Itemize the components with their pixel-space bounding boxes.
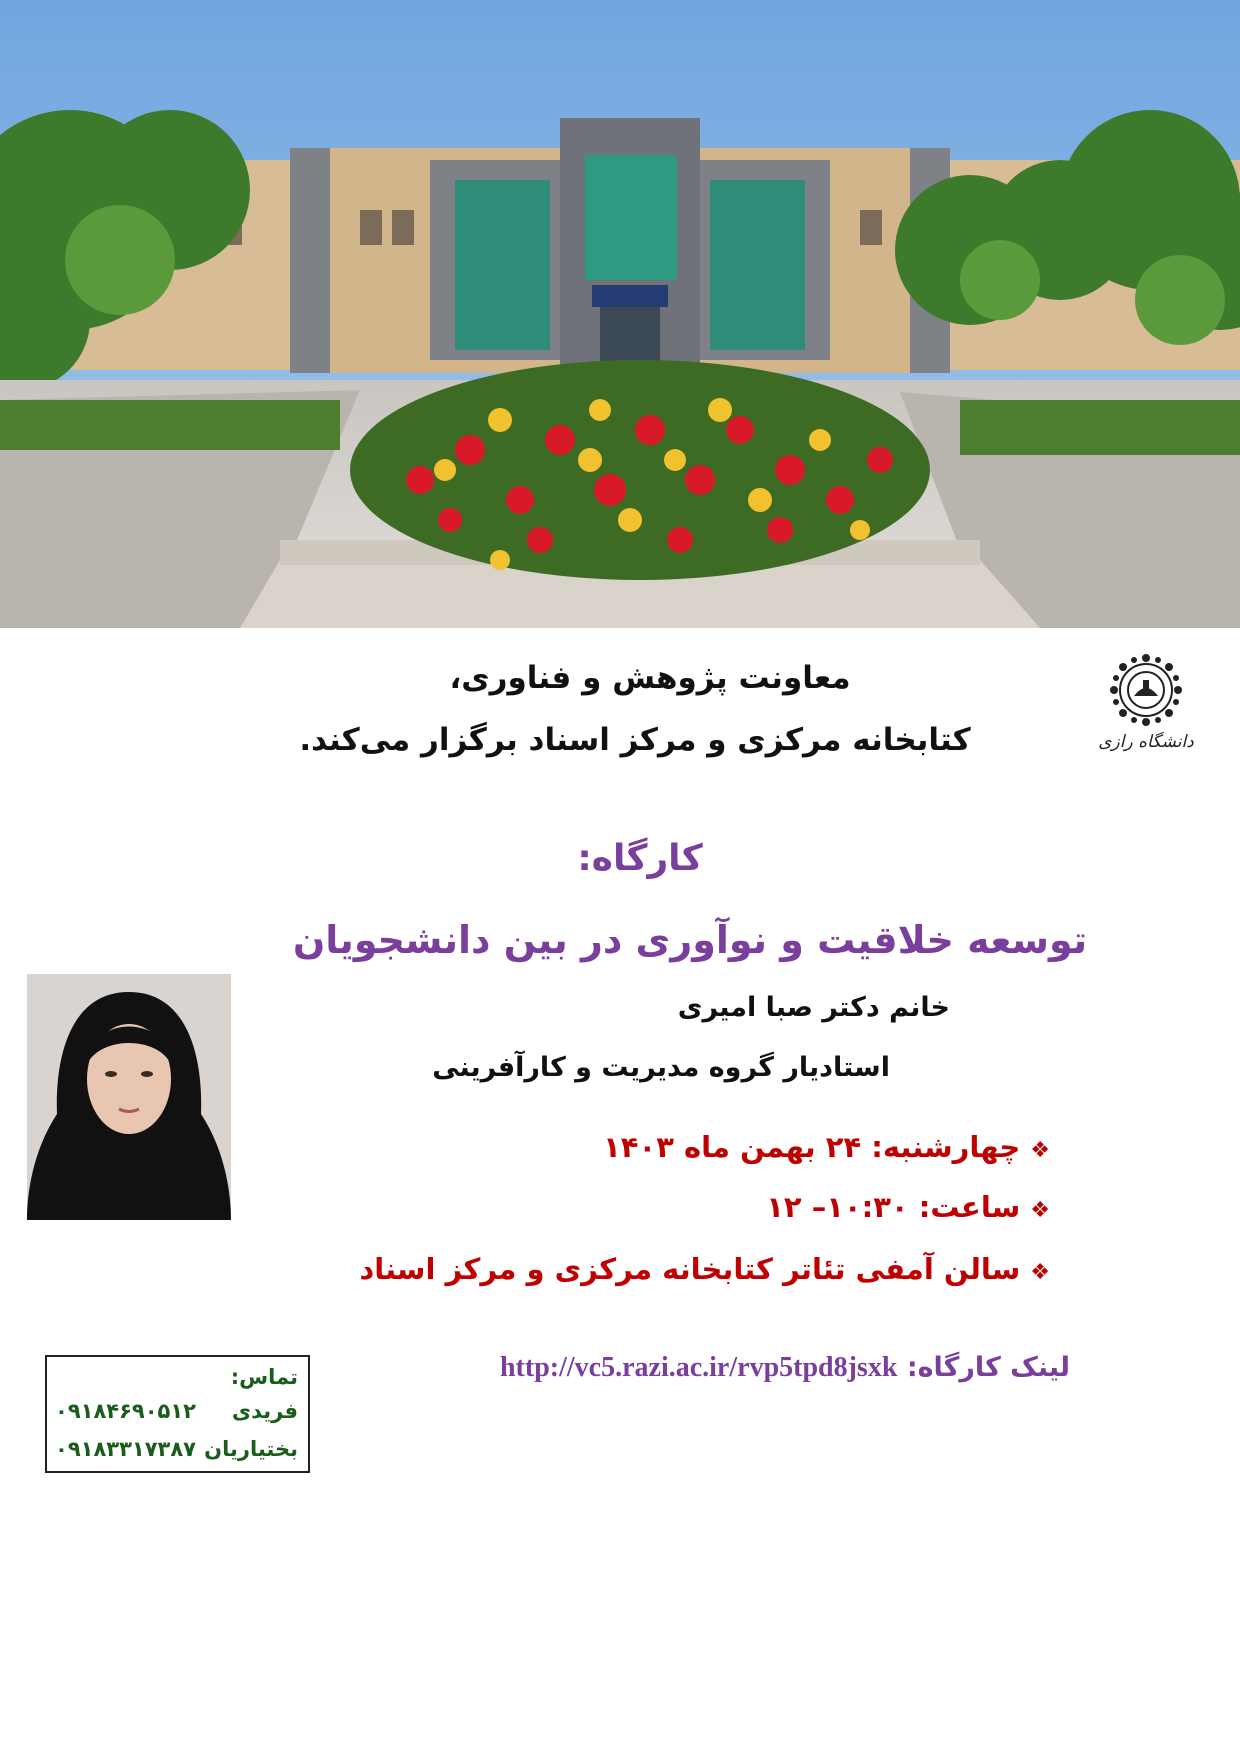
speaker-photo xyxy=(27,974,231,1220)
contact-name: بختیاریان xyxy=(204,1437,298,1461)
organizer-line-2: کتابخانه مرکزی و مرکز اسناد برگزار می‌کند. xyxy=(299,722,971,758)
time-prefix: ساعت: xyxy=(918,1190,1021,1224)
building-photo xyxy=(0,0,1240,628)
event-date: چهارشنبه: ۲۴ بهمن ماه ۱۴۰۳ xyxy=(603,1130,1021,1164)
university-emblem-icon xyxy=(1092,650,1200,730)
header-photo xyxy=(0,0,1240,628)
speaker-portrait-icon xyxy=(27,974,231,1220)
workshop-link-row xyxy=(420,1352,1070,1384)
venue-line xyxy=(350,1252,1050,1286)
event-venue: سالن آمفی تئاتر کتابخانه مرکزی و مرکز اسناد xyxy=(359,1252,1021,1286)
link-label: لینک کارگاه: xyxy=(906,1352,1070,1383)
contact-row xyxy=(55,1437,298,1461)
contact-phone: ۰۹۱۸۴۶۹۰۵۱۲ xyxy=(55,1399,196,1423)
contact-name: فریدی xyxy=(231,1399,298,1423)
date-line xyxy=(350,1130,1050,1164)
university-logo xyxy=(1092,650,1200,760)
event-time: ۱۰:۳۰– ۱۲ xyxy=(766,1190,909,1224)
organizer-line-1: معاونت پژوهش و فناوری، xyxy=(449,660,851,696)
contact-row xyxy=(55,1399,298,1423)
logo-caption: دانشگاه رازی xyxy=(1098,732,1194,752)
contact-box xyxy=(45,1355,310,1473)
speaker-name: خانم دکتر صبا امیری xyxy=(677,992,950,1023)
contact-phone: ۰۹۱۸۳۳۱۷۳۸۷ xyxy=(55,1437,196,1461)
bullet-icon: ❖ xyxy=(1030,1138,1050,1163)
event-label: کارگاه: xyxy=(577,838,703,879)
time-line xyxy=(350,1190,1050,1224)
bullet-icon: ❖ xyxy=(1030,1260,1050,1285)
speaker-role: استادیار گروه مدیریت و کارآفرینی xyxy=(432,1052,890,1083)
event-title: توسعه خلاقیت و نوآوری در بین دانشجویان xyxy=(292,918,1088,962)
bullet-icon: ❖ xyxy=(1030,1198,1050,1223)
workshop-link[interactable]: http://vc5.razi.ac.ir/rvp5tpd8jsxk xyxy=(499,1352,898,1383)
contact-heading: تماس: xyxy=(230,1365,298,1389)
